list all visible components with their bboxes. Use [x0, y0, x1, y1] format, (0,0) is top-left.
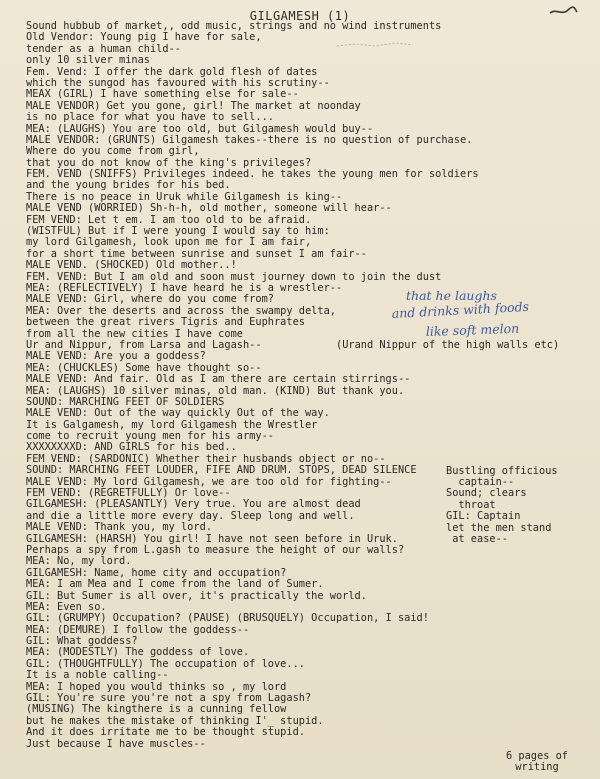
script-line: MEA: (REFLECTIVELY) I have heard he is a wrestler--	[26, 281, 343, 294]
handwritten-line: that he laughs	[406, 288, 497, 303]
script-line: is no place for what you have to sell...	[26, 111, 274, 124]
footer-line: writing	[515, 761, 559, 774]
script-line: MEA: (MODESTLY) The goddess of love.	[26, 646, 250, 659]
script-line: FEM VEND: Let t em. I am too old to be afraid.	[26, 213, 312, 226]
script-line: Old Vendor: Young pig I have for sale,	[26, 31, 262, 44]
script-line: MALE VEND (WORRIED) Sh-h-h, old mother, someone will hear--	[26, 202, 392, 215]
script-line: MALE VENDOR: (GRUNTS) Gilgamesh takes--there is no question of purchase.	[26, 133, 473, 146]
script-line: FEM. VEND: But I am old and soon must journey down to join the dust	[26, 270, 442, 283]
script-line: Where do you come from girl,	[26, 145, 200, 158]
script-line: GIL: (GRUMPY) Occupation? (PAUSE) (BRUSQUELY) Occupation, I said!	[26, 612, 429, 625]
script-line: GIL: (THOUGHTFULLY) The occupation of love...	[26, 657, 305, 670]
handwritten-line: like soft melon	[425, 320, 520, 339]
script-line: MEA: (LAUGHS) You are too old, but Gilgamesh would buy--	[26, 122, 374, 135]
script-line: MALE VENDOR) Get you gone, girl! The market at noonday	[26, 99, 361, 112]
script-line: MALE VEND: And fair. Old as I am there are certain stirrings--	[26, 373, 411, 386]
script-line: MEA: No, my lord.	[26, 555, 132, 568]
script-line: Fem. Vend: I offer the dark gold flesh of dates	[26, 65, 318, 78]
handwriting-icon	[388, 284, 568, 348]
script-line: between the great rivers Tigris and Euphrates	[26, 316, 305, 329]
script-line: Perhaps a spy from L.gash to measure the height of our walls?	[26, 543, 405, 556]
script-line: It is a noble calling--	[26, 669, 169, 682]
script-line: and die a little more every day. Sleep long and well.	[26, 509, 355, 522]
script-line: come to recruit young men for his army--	[26, 430, 274, 443]
script-line: FEM. VEND (SNIFFS) Privileges indeed. he takes the young men for soldiers	[26, 168, 479, 181]
script-line: There is no peace in Uruk while Gilgamesh is king--	[26, 190, 343, 203]
script-line: MEA: I hoped you would thinks so , my lord	[26, 680, 287, 693]
handwritten-line: and drinks with foods	[391, 298, 530, 321]
script-line: Ur and Nippur, from Larsa and Lagash--	[26, 338, 262, 351]
script-line: GIL: You're sure you're not a spy from Lagash?	[26, 692, 312, 705]
margin-note-line: GIL: Captain	[446, 510, 521, 523]
script-line: MEA: (LAUGHS) 10 silver minas, old man. (KIND) But thank you.	[26, 384, 405, 397]
script-line: but he makes the mistake of thinking I'_ stupid.	[26, 714, 324, 727]
margin-note-line: at ease--	[446, 532, 508, 545]
script-line: MALE VEND: Girl, where do you come from?	[26, 293, 274, 306]
script-line: only 10 silver minas	[26, 54, 150, 67]
script-line: MALE VEND: Thank you, my lord.	[26, 521, 212, 534]
margin-note-line: throat	[446, 498, 496, 511]
script-line: which the sungod has favoured with his scrutiny--	[26, 76, 330, 89]
script-line: SOUND: MARCHING FEET LOUDER, FIFE AND DRUM. STOPS, DEAD SILENCE	[26, 464, 417, 477]
script-line: FEM VEND: (SARDONIC) Whether their husbands object or no--	[26, 452, 386, 465]
margin-note-line: let the men stand	[446, 521, 552, 534]
script-line: my lord Gilgamesh, look upon me for I am fair,	[26, 236, 312, 249]
script-line: tender as a human child--	[26, 42, 181, 55]
script-line: GIL: What goddess?	[26, 635, 138, 648]
script-line: from all the new cities I have come	[26, 327, 243, 340]
page-count-note	[482, 751, 592, 774]
script-line: that you do not know of the king's privileges?	[26, 156, 312, 169]
script-line: XXXXXXXXD: AND GIRLS for his bed..	[26, 441, 237, 454]
script-line: MEA: Over the deserts and across the swampy delta,	[26, 304, 336, 317]
script-line: MALE VEND: Out of the way quickly Out of the way.	[26, 407, 330, 420]
script-line: Just because I have muscles--	[26, 737, 206, 750]
script-line: (MUSING) The kingthere is a cunning fellow	[26, 703, 287, 716]
script-line: It is Galgamesh, my lord Gilgamesh the Wrestler	[26, 418, 318, 431]
script-line: MALE VEND: My lord Gilgamesh, we are too old for fighting--	[26, 475, 392, 488]
script-line: MALE VEND: Are you a goddess?	[26, 350, 206, 363]
script-line: GILGAMESH: (PLEASANTLY) Very true. You are almost dead	[26, 498, 361, 511]
script-line: MEA: Even so.	[26, 600, 107, 613]
page-title: GILGAMESH (1)	[249, 9, 351, 23]
script-line: And it does irritate me to be thought stupid.	[26, 726, 305, 739]
script-line: for a short time between sunrise and sunset I am fair--	[26, 247, 367, 260]
footer-line: 6 pages of	[506, 750, 568, 762]
script-line: MALE VEND. (SHOCKED) Old mother..!	[26, 259, 237, 272]
script-line: (WISTFUL) But if I were young I would say to him:	[26, 225, 330, 238]
inline-note: (Urand Nippur of the high walls etc)	[336, 339, 560, 352]
script-line: Sound hubbub of market,, odd music, strings and no wind instruments	[26, 20, 442, 32]
margin-note-line: Bustling officious	[446, 464, 558, 477]
script-line: FEM VEND: (REGRETFULLY) Or love--	[26, 487, 231, 500]
script-line: SOUND: MARCHING FEET OF SOLDIERS	[26, 395, 225, 408]
margin-note-line: Sound; clears	[446, 487, 527, 500]
stage-direction-notes	[446, 466, 600, 546]
handwritten-annotation	[388, 284, 568, 348]
script-line: and the young brides for his bed.	[26, 179, 231, 192]
script-line: MEA: I am Mea and I come from the land of Sumer.	[26, 578, 324, 591]
script-line: GILGAMESH: Name, home city and occupation?	[26, 566, 287, 579]
script-line: MEA: (DEMURE) I follow the goddess--	[26, 623, 250, 636]
script-line: GIL: But Sumer is all over, it's practically the world.	[26, 589, 367, 602]
script-line: MEA: (CHUCKLES) Some have thought so--	[26, 361, 262, 374]
script-line: MEAX (GIRL) I have something else for sale--	[26, 88, 299, 101]
script-line: GILGAMESH: (HARSH) You girl! I have not seen before in Uruk.	[26, 532, 398, 545]
margin-note-line: captain--	[446, 475, 515, 488]
pen-mark-icon	[548, 4, 578, 18]
